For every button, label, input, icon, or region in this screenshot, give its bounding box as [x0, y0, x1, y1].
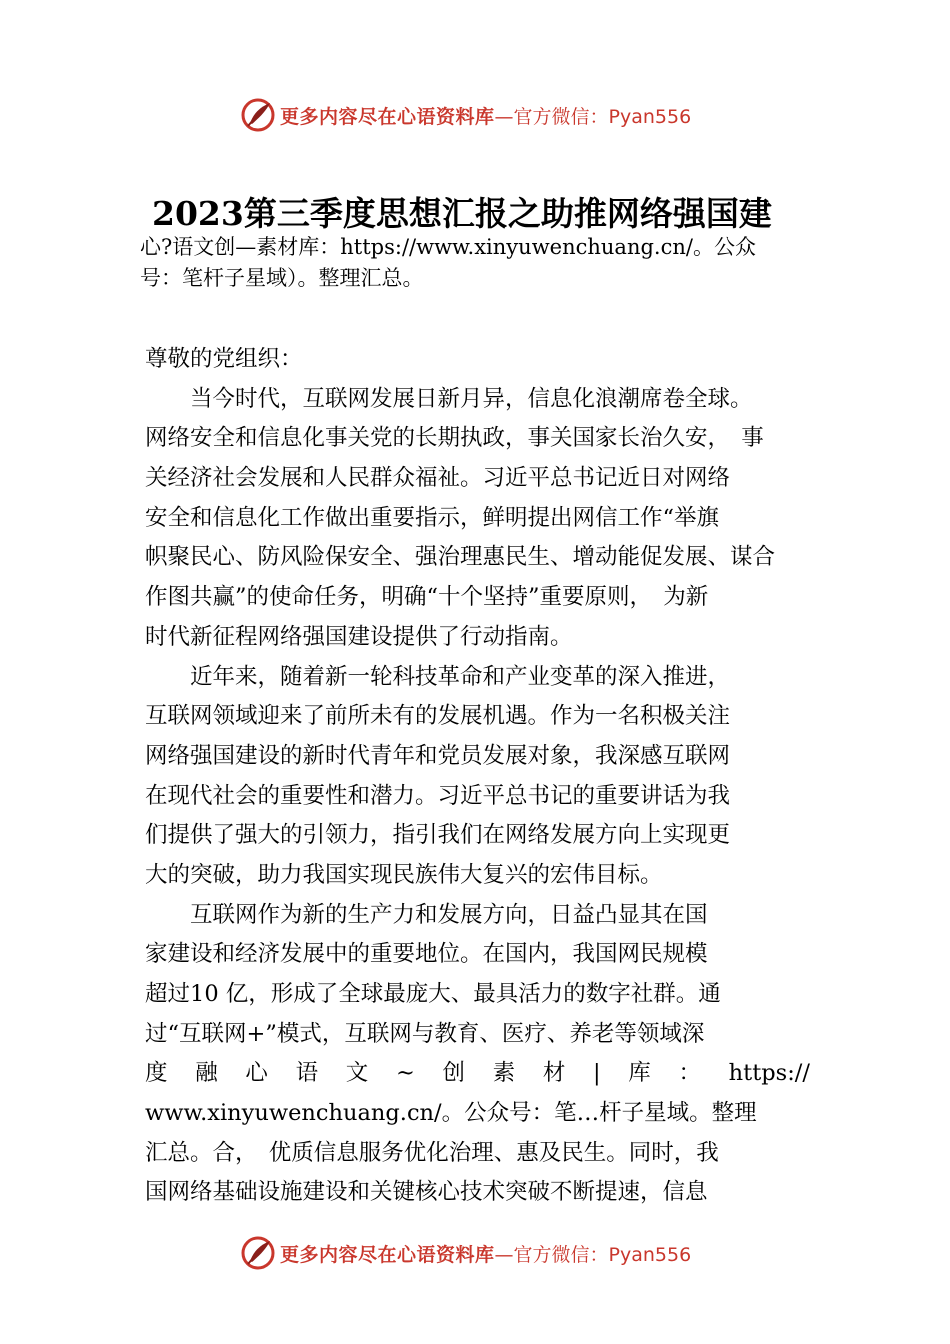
spread-line	[145, 1054, 810, 1094]
banner-text: 更多内容尽在心语资料库	[280, 105, 495, 128]
spread-char: ~	[395, 1060, 415, 1087]
body-line: 互联网作为新的生产力和发展方向，日益凸显其在国	[145, 901, 708, 928]
banner-wechat: —官方微信：Pyan556	[494, 1243, 692, 1266]
banner-text: 更多内容尽在心语资料库	[280, 1243, 495, 1266]
body-line: 帜聚民心、防风险保安全、强治理惠民生、增动能促发展、谋合	[145, 544, 776, 571]
footer-banner	[240, 1233, 760, 1273]
document-title: 2023第三季度思想汇报之助推网络强国建	[152, 194, 772, 233]
spread-char: 材	[542, 1060, 566, 1087]
spread-char: ：	[678, 1060, 701, 1087]
spread-char: 库	[628, 1060, 651, 1087]
spread-char: 素	[492, 1060, 516, 1087]
body-line: 在现代社会的重要性和潜力。习近平总书记的重要讲话为我	[145, 782, 731, 809]
spread-char: |	[593, 1060, 601, 1087]
body-line: 网络安全和信息化事关党的长期执政，事关国家长治久安， 事	[145, 425, 764, 452]
salutation: 尊敬的党组织：	[145, 346, 303, 372]
body-line: 安全和信息化工作做出重要指示，鲜明提出网信工作“举旗	[145, 504, 720, 531]
body-line: 国网络基础设施建设和关键核心技术突破不断提速，信息	[145, 1179, 708, 1206]
subtitle	[140, 232, 840, 294]
spread-char: 心	[245, 1060, 268, 1087]
body-line: 近年来，随着新一轮科技革命和产业变革的深入推进，	[145, 663, 731, 690]
body-line: www.xinyuwenchuang.cn/。公众号：笔…杆子星域。整理	[145, 1100, 757, 1127]
body-line: 网络强国建设的新时代青年和党员发展对象，我深感互联网	[145, 742, 731, 769]
header-banner	[240, 95, 760, 135]
spread-char: 融	[195, 1060, 218, 1087]
body-line: 关经济社会发展和人民群众福祉。习近平总书记近日对网络	[145, 465, 731, 492]
body-line: 过“互联网+”模式，互联网与教育、医疗、养老等领域深	[145, 1020, 705, 1047]
quill-logo-icon	[240, 1235, 276, 1271]
body-line: 大的突破，助力我国实现民族伟大复兴的宏伟目标。	[145, 861, 663, 888]
body-line: 超过10 亿，形成了全球最庞大、最具活力的数字社群。通	[145, 981, 721, 1007]
document-body	[145, 340, 810, 1213]
spread-char: 语	[295, 1060, 319, 1087]
body-line: 家建设和经济发展中的重要地位。在国内，我国网民规模	[145, 941, 708, 968]
body-line: 互联网领域迎来了前所未有的发展机遇。作为一名积极关注	[145, 703, 731, 730]
spread-char: 度	[145, 1060, 168, 1087]
body-line: 们提供了强大的引领力，指引我们在网络发展方向上实现更	[145, 822, 731, 849]
banner-wechat: —官方微信：Pyan556	[494, 105, 692, 128]
subtitle-line: 心?语文创—素材库：https://www.xinyuwenchuang.cn/。公众	[140, 235, 756, 259]
quill-logo-icon	[240, 97, 276, 133]
subtitle-line: 号：笔杆子星域）。整理汇总。	[140, 266, 424, 290]
body-line: 汇总。合， 优质信息服务优化治理、惠及民生。同时，我	[145, 1139, 719, 1166]
spread-char: 文	[345, 1060, 369, 1087]
body-line: 作图共赢”的使命任务，明确“十个坚持”重要原则， 为新	[145, 584, 709, 611]
body-line: 时代新征程网络强国建设提供了行动指南。	[145, 623, 573, 650]
spread-char: 创	[442, 1060, 465, 1087]
spread-char: https://	[728, 1060, 810, 1087]
body-line: 当今时代，互联网发展日新月异，信息化浪潮席卷全球。	[145, 385, 753, 412]
